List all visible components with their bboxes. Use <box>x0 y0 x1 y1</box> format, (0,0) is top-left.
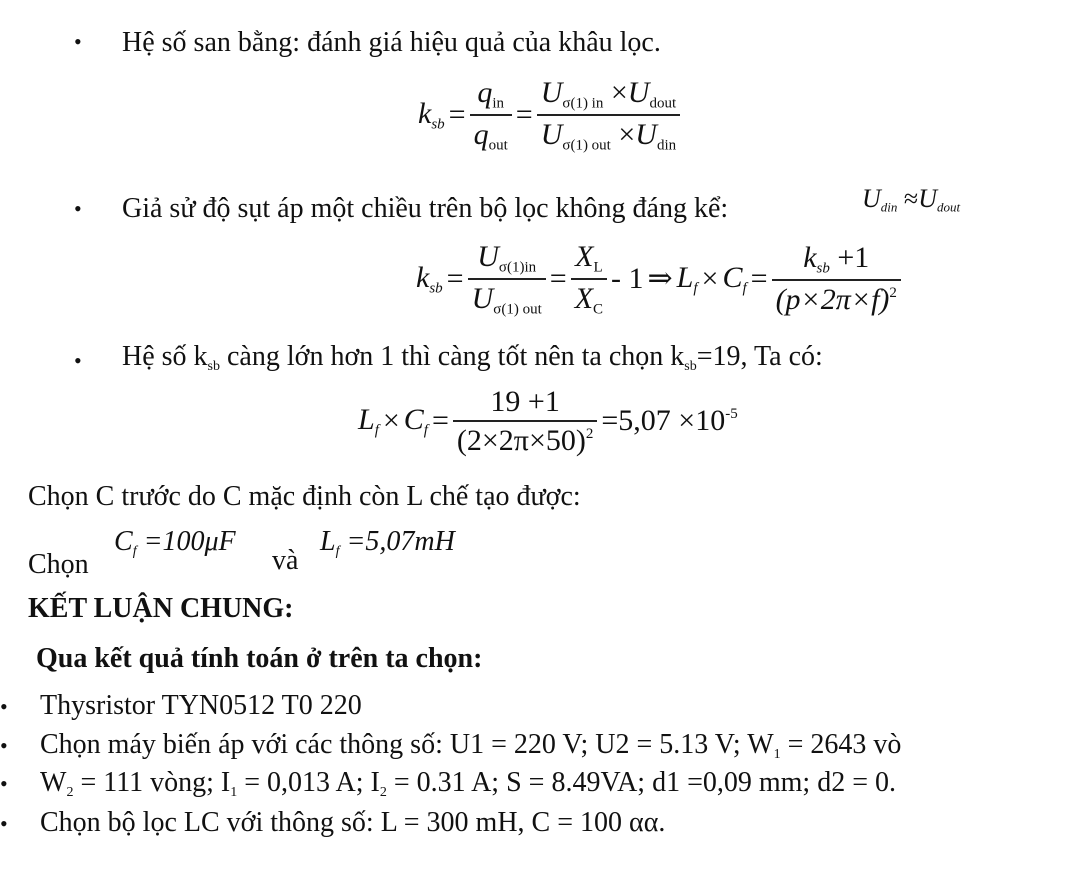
conclusion-subheading: Qua kết quả tính toán ở trên ta chọn: <box>36 643 483 674</box>
voltage-approx-math: Udin ≈Udout <box>862 184 961 215</box>
conclusion-item-transformer: Chọn máy biến áp với các thông số: U1 = 220 V; U2 = 5.13 V; $W_1 = 2643$ vò <box>40 729 902 762</box>
bullet-icon: • <box>0 811 8 836</box>
choose-c-first-text: Chọn C trước do C mặc định còn L chế tạo được: <box>28 481 581 512</box>
conclusion-heading: KẾT LUẬN CHUNG: <box>28 593 294 624</box>
fraction-q: $\frac{q_{in}}{q_{out}}$ <box>470 76 512 154</box>
formula-lc-value: Lf × Cf = $\frac{19 +1}{(2\times 2\pi\times 50)^2}$ $=5,07 \times 10^{-5}$ <box>358 385 738 457</box>
bullet-icon: • <box>74 348 82 373</box>
filter-coefficient-text: Hệ số san bằng: đánh giá hiệu quả của khâu lọc. <box>122 27 661 58</box>
bullet-icon: • <box>0 733 8 758</box>
conclusion-item-lc-filter: Chọn bộ lọc LC với thông số: L = 300 mH, C = 100 αα. <box>40 807 666 838</box>
ksb-choice-text: Hệ số $k_{sb}$ càng lớn hơn 1 thì càng tốt nên ta chọn $k_{sb}=19$, Ta có: <box>122 341 823 374</box>
formula-smoothing-coefficient: ksb = $\frac{q_{in}}{q_{out}}$ = $\frac{U_{\sigma(1) in} \times U_{dout}}{U_{\sigma(1) out} \times U_{din}}$ <box>418 76 680 154</box>
lf-value: Lf =5,07mH <box>320 526 455 559</box>
voltage-drop-text: Giả sử độ sụt áp một chiều trên bộ lọc không đáng kể: <box>122 193 729 224</box>
formula-lhs: ksb <box>418 96 445 132</box>
cf-value: Cf =100μF <box>114 526 236 559</box>
bullet-icon: • <box>0 771 8 796</box>
formula-lc-product: ksb = $\frac{U_{\sigma(1)in}}{U_{\sigma(1) out}}$ = $\frac{X_L}{X_C}$ - 1 ⇒ Lf × Cf = $\frac{\text{ksb +1}}{(p\times 2\pi\times f)^2}$ <box>416 240 901 318</box>
fraction-u: $\frac{U_{\sigma(1) in} \times U_{dout}}{U_{\sigma(1) out} \times U_{din}}$ <box>537 76 680 154</box>
choose-label: Chọn <box>28 549 89 580</box>
bullet-icon: • <box>0 694 8 719</box>
and-text: và <box>272 545 299 576</box>
conclusion-item-thyristor: Thysristor TYN0512 T0 220 <box>40 690 362 721</box>
conclusion-item-windings: $W_2 = 111$ vòng; $I_1 = 0,013$ A; $I_2 = 0.31$ A; S = 8.49VA; d1 =0,09 mm; d2 = 0. <box>40 767 896 800</box>
bullet-icon: • <box>74 196 82 221</box>
bullet-icon: • <box>74 29 82 54</box>
